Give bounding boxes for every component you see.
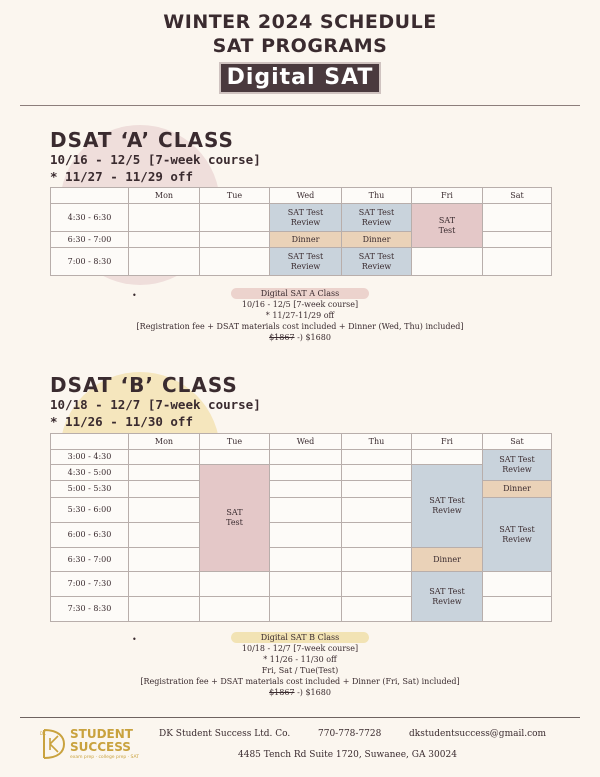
class-b-info-days: Fri, Sat / Tue(Test) [261, 666, 339, 675]
class-a-title: DSAT ‘A’ CLASS [50, 128, 234, 152]
new-price: -) $1680 [294, 333, 331, 342]
empty-cell [129, 481, 200, 498]
empty-cell [200, 597, 270, 622]
empty-cell [200, 248, 270, 276]
empty-cell [129, 465, 200, 481]
empty-cell [129, 597, 200, 622]
session-label: SAT Test Review [429, 496, 465, 515]
class-a-price [100, 332, 500, 343]
corner-cell [51, 434, 129, 450]
empty-cell [342, 498, 412, 523]
bullet-dot: • [132, 291, 137, 300]
empty-cell [129, 232, 200, 248]
empty-cell [200, 572, 270, 597]
empty-cell [200, 232, 270, 248]
class-b-info-fee: [Registration fee + DSAT materials cost included + Dinner (Fri, Sat) included] [140, 677, 460, 686]
dinner-cell: Dinner [483, 481, 552, 498]
empty-cell [342, 450, 412, 465]
logo-tagline: exam prep · college prep · SAT [70, 755, 139, 760]
dinner-cell: Dinner [412, 548, 483, 572]
empty-cell [129, 450, 200, 465]
session-label: SAT Test Review [287, 251, 324, 271]
class-a-info-title: Digital SAT A Class [231, 288, 369, 299]
dk-logo-icon [38, 726, 68, 762]
session-label: SAT Test [226, 508, 243, 527]
session-label: SAT Test Review [499, 455, 535, 474]
empty-cell [483, 248, 552, 276]
time-cell: 4:30 - 6:30 [51, 204, 129, 232]
logo-wordmark [70, 728, 133, 754]
session-cell [412, 465, 483, 548]
empty-cell [342, 572, 412, 597]
empty-cell [270, 572, 342, 597]
time-cell: 6:30 - 7:00 [51, 548, 129, 572]
class-b-schedule-table [50, 433, 552, 622]
old-price: $1867 [269, 333, 295, 342]
session-label: SAT Test Review [287, 207, 324, 227]
time-cell: 5:00 - 5:30 [51, 481, 129, 498]
class-a-dates: 10/16 - 12/5 [7-week course] [50, 152, 261, 167]
table-header-row [51, 188, 552, 204]
day-header: Mon [129, 434, 200, 450]
session-cell [412, 572, 483, 622]
empty-cell [129, 548, 200, 572]
old-price: $1867 [269, 688, 295, 697]
class-b-off: * 11/26 - 11/30 off [50, 414, 193, 429]
empty-cell [200, 204, 270, 232]
class-a-info [100, 288, 500, 343]
new-price: -) $1680 [294, 688, 331, 697]
page-title: WINTER 2024 SCHEDULE [163, 11, 437, 33]
class-a-info-fee: [Registration fee + DSAT materials cost included + Dinner (Wed, Thu) included] [136, 322, 464, 331]
page-header [0, 10, 600, 94]
logo-line1: STUDENT [70, 727, 133, 741]
table-row [51, 572, 552, 597]
day-header: Tue [200, 188, 270, 204]
dinner-cell: Dinner [270, 232, 342, 248]
empty-cell [270, 481, 342, 498]
empty-cell [129, 498, 200, 523]
empty-cell [412, 248, 483, 276]
class-b-info-dates: 10/18 - 12/7 [7-week course] [241, 644, 359, 653]
time-cell: 7:00 - 7:30 [51, 572, 129, 597]
dinner-cell: Dinner [342, 232, 412, 248]
day-header: Thu [342, 434, 412, 450]
time-cell: 7:30 - 8:30 [51, 597, 129, 622]
session-label: SAT Test Review [358, 207, 395, 227]
session-label: SAT Test Review [499, 524, 535, 544]
class-b-price [100, 687, 500, 698]
class-a-schedule-table [50, 187, 552, 276]
company-name: DK Student Success Ltd. Co. [159, 729, 291, 739]
table-row [51, 248, 552, 276]
time-cell: 3:00 - 4:30 [51, 450, 129, 465]
empty-cell [129, 204, 200, 232]
empty-cell [129, 523, 200, 548]
empty-cell [270, 465, 342, 481]
class-b-dates: 10/18 - 12/7 [7-week course] [50, 397, 261, 412]
bullet-dot: • [132, 635, 137, 644]
time-cell: 6:30 - 7:00 [51, 232, 129, 248]
day-header: Wed [270, 434, 342, 450]
empty-cell [483, 232, 552, 248]
empty-cell [342, 548, 412, 572]
empty-cell [129, 248, 200, 276]
session-label: SAT Test Review [358, 251, 395, 271]
email-link[interactable]: dkstudentsuccess@gmail.com [409, 729, 547, 739]
page-subtitle: SAT PROGRAMS [212, 35, 388, 57]
empty-cell [270, 597, 342, 622]
day-header: Tue [200, 434, 270, 450]
class-a-info-dates: 10/16 - 12/5 [7-week course] [241, 300, 359, 309]
day-header: Fri [412, 434, 483, 450]
empty-cell [342, 597, 412, 622]
empty-cell [483, 204, 552, 232]
day-header: Fri [412, 188, 483, 204]
empty-cell [270, 498, 342, 523]
session-cell [270, 248, 342, 276]
empty-cell [270, 523, 342, 548]
session-cell [342, 204, 412, 232]
day-header: Sat [483, 434, 552, 450]
phone-number: 770-778-7728 [318, 729, 382, 739]
day-header: Mon [129, 188, 200, 204]
footer-divider [20, 717, 580, 718]
table-row [51, 204, 552, 232]
digital-sat-badge: Digital SAT [219, 62, 382, 94]
day-header: Sat [483, 188, 552, 204]
session-cell [342, 248, 412, 276]
empty-cell [412, 450, 483, 465]
empty-cell [342, 523, 412, 548]
time-cell: 7:00 - 8:30 [51, 248, 129, 276]
empty-cell [483, 597, 552, 622]
empty-cell [270, 548, 342, 572]
empty-cell [342, 481, 412, 498]
time-cell: 5:30 - 6:00 [51, 498, 129, 523]
session-cell [200, 465, 270, 572]
session-cell [483, 498, 552, 572]
session-label: SAT Test [438, 215, 456, 235]
table-row [51, 465, 552, 481]
day-header: Thu [342, 188, 412, 204]
class-b-title: DSAT ‘B’ CLASS [50, 373, 238, 397]
time-cell: 6:00 - 6:30 [51, 523, 129, 548]
class-a-off: * 11/27 - 11/29 off [50, 169, 193, 184]
class-b-info-title: Digital SAT B Class [231, 632, 370, 643]
table-row [51, 548, 552, 572]
header-divider [20, 105, 580, 106]
empty-cell [342, 465, 412, 481]
empty-cell [483, 572, 552, 597]
logo-letters: DK [40, 731, 46, 736]
class-b-info [100, 632, 500, 698]
session-cell [412, 204, 483, 248]
corner-cell [51, 188, 129, 204]
session-label: SAT Test Review [429, 586, 465, 606]
table-row [51, 450, 552, 465]
session-cell [483, 450, 552, 481]
session-cell [270, 204, 342, 232]
table-header-row [51, 434, 552, 450]
class-a-info-off: * 11/27-11/29 off [265, 311, 335, 320]
address: 4485 Tench Rd Suite 1720, Suwanee, GA 30024 [238, 750, 457, 760]
day-header: Wed [270, 188, 342, 204]
empty-cell [270, 450, 342, 465]
empty-cell [129, 572, 200, 597]
empty-cell [200, 450, 270, 465]
class-b-info-off: * 11/26 - 11/30 off [263, 655, 337, 664]
time-cell: 4:30 - 5:00 [51, 465, 129, 481]
logo-line2: SUCCESS [70, 740, 131, 754]
